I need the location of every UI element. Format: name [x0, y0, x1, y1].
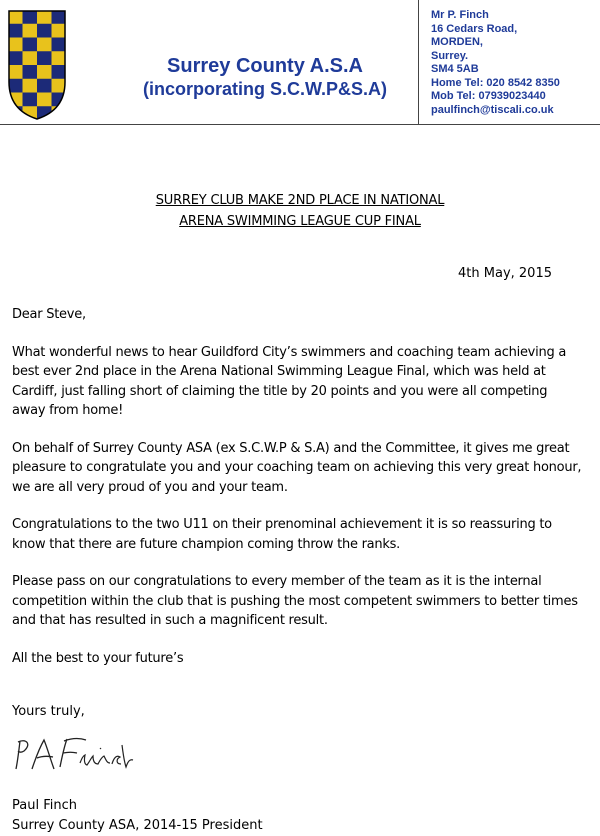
shield-check — [37, 93, 52, 107]
organisation-name: Surrey County A.S.A — [167, 55, 363, 77]
shield-check — [37, 24, 52, 38]
contact-email: paulfinch@tiscali.co.uk — [431, 103, 554, 116]
contact-block — [431, 9, 560, 117]
headline-line-2: ARENA SWIMMING LEAGUE CUP FINAL — [179, 214, 421, 229]
paragraph-1: What wonderful news to hear Guildford City’s swimmers and coaching team achieving a best ever 2nd place in the Arena National Swimming League Final, which was held at Cardiff, just falling short of claiming the title by 20 points and you were all competing away from home! — [12, 344, 567, 418]
contact-town: MORDEN, — [431, 36, 483, 48]
shield-check — [8, 10, 23, 24]
paragraph-5: All the best to your future’s — [12, 650, 184, 666]
shield-check — [52, 106, 67, 120]
signer-title: Surrey County ASA, 2014-15 President — [12, 818, 263, 833]
shield-check — [52, 65, 67, 79]
organisation-subtitle: (incorporating S.C.W.P&S.A) — [142, 79, 387, 99]
salutation: Dear Steve, — [12, 307, 86, 322]
handwritten-signature — [10, 733, 136, 777]
shield-check — [23, 65, 38, 79]
shield-check — [52, 10, 67, 24]
shield-check — [8, 51, 23, 65]
shield-check — [23, 24, 38, 38]
shield-check — [52, 24, 67, 38]
contact-county: Surrey. — [431, 49, 469, 62]
shield-check — [8, 38, 23, 52]
paragraph-2: On behalf of Surrey County ASA (ex S.C.W.P & S.A) and the Committee, it gives me great pleasure to congratulate you and your coaching team on achieving this very great honour, we are all very proud of you and your team. — [12, 440, 582, 495]
shield-check — [8, 24, 23, 38]
header-vertical-rule — [418, 0, 419, 124]
contact-home-tel: Home Tel: 020 8542 8350 — [431, 76, 560, 89]
header-horizontal-rule — [0, 124, 600, 125]
contact-postcode: SM4 5AB — [431, 63, 479, 75]
signer-block — [12, 796, 263, 836]
shield-check — [8, 106, 23, 120]
shield-check — [37, 10, 52, 24]
shield-check — [23, 10, 38, 24]
shield-check — [23, 51, 38, 65]
letter-headline — [0, 190, 600, 232]
shield-check — [52, 38, 67, 52]
letter-date: 4th May, 2015 — [458, 266, 552, 281]
contact-name: Mr P. Finch — [431, 9, 489, 21]
shield-check — [8, 65, 23, 79]
shield-check — [23, 38, 38, 52]
contact-street: 16 Cedars Road, — [431, 22, 518, 35]
shield-check — [37, 79, 52, 93]
shield-check — [37, 38, 52, 52]
shield-check — [52, 51, 67, 65]
letter-body — [12, 305, 584, 686]
paragraph-3: Congratulations to the two U11 on their prenominal achievement it is so reassuring to know that there are future champion coming throw the ranks. — [12, 517, 552, 552]
headline-line-1: SURREY CLUB MAKE 2ND PLACE IN NATIONAL — [155, 193, 445, 208]
shield-check — [37, 65, 52, 79]
paragraph-4: Please pass on our congratulations to every member of the team as it is the internal competition within the club that is pushing the most competent swimmers to better times and that has resulted in such a magnificent result. — [12, 574, 578, 628]
signer-name: Paul Finch — [12, 798, 77, 813]
closing: Yours truly, — [12, 704, 85, 719]
shield-check — [23, 79, 38, 93]
shield-check — [37, 51, 52, 65]
shield-check — [23, 93, 38, 107]
county-shield-logo — [8, 10, 66, 120]
organisation-header — [130, 54, 400, 100]
contact-mob-tel: Mob Tel: 07939023440 — [431, 90, 546, 102]
